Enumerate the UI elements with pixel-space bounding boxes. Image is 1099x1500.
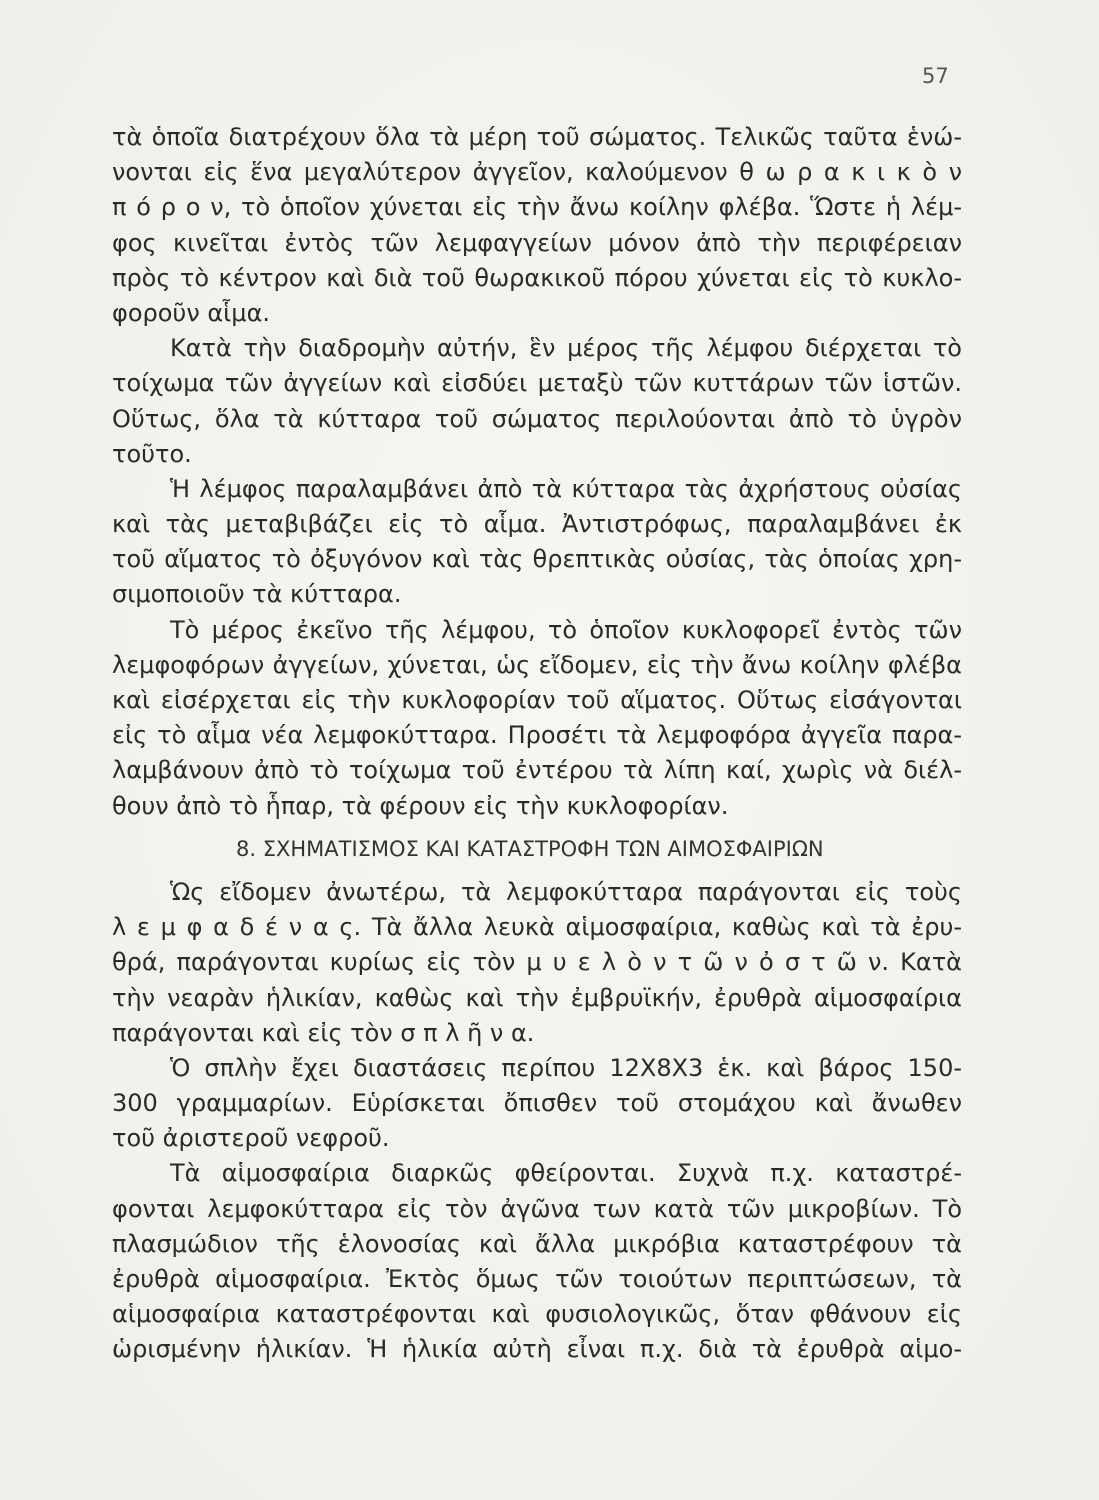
text-line: 300 γραμμαρίων. Εὑρίσκεται ὄπισθεν τοῦ στομάχου καὶ ἄνωθεν xyxy=(112,1089,962,1118)
text-line: Τὸ μέρος ἐκεῖνο τῆς λέμφου, τὸ ὁποῖον κυκλοφορεῖ ἐντὸς τῶν xyxy=(170,615,962,644)
text-line: νονται εἰς ἕνα μεγαλύτερον ἀγγεῖον, καλούμενον θ ω ρ α κ ι κ ὸ ν xyxy=(112,158,962,187)
text-line: φοροῦν αἷμα. xyxy=(112,298,271,327)
body-text xyxy=(112,120,962,1368)
text-line: λεμφοφόρων ἀγγείων, χύνεται, ὡς εἴδομεν, εἰς τὴν ἄνω κοίλην φλέβα xyxy=(112,650,962,679)
text-line: τοῦ ἀριστεροῦ νεφροῦ. xyxy=(112,1124,390,1153)
text-line: τοῦ αἵματος τὸ ὀξυγόνον καὶ τὰς θρεπτικὰς οὐσίας, τὰς ὁποίας χρη- xyxy=(112,545,962,574)
text-line: εἰς τὸ αἷμα νέα λεμφοκύτταρα. Προσέτι τὰ λεμφοφόρα ἀγγεῖα παρα- xyxy=(112,721,962,750)
text-line: φονται λεμφοκύτταρα εἰς τὸν ἀγῶνα των κατὰ τῶν μικροβίων. Τὸ xyxy=(112,1194,962,1223)
text-line: λαμβάνουν ἀπὸ τὸ τοίχωμα τοῦ ἐντέρου τὰ λίπη καί, χωρὶς νὰ διέλ- xyxy=(112,756,962,785)
text-line: τὰ ὁποῖα διατρέχουν ὅλα τὰ μέρη τοῦ σώματος. Τελικῶς ταῦτα ἑνώ- xyxy=(112,123,962,151)
text-line: καὶ εἰσέρχεται εἰς τὴν κυκλοφορίαν τοῦ αἵματος. Οὕτως εἰσάγονται xyxy=(112,686,962,714)
text-line: τοίχωμα τῶν ἀγγείων καὶ εἰσδύει μεταξὺ τῶν κυττάρων τῶν ἱστῶν. xyxy=(112,369,962,398)
text-line: π ό ρ ο ν, τὸ ὁποῖον χύνεται εἰς τὴν ἄνω κοίλην φλέβα. Ὥστε ἡ λέμ- xyxy=(112,193,962,222)
text-line: πλασμώδιον τῆς ἑλονοσίας καὶ ἄλλα μικρόβια καταστρέφουν τὰ xyxy=(112,1229,962,1258)
section-heading: 8. ΣΧΗΜΑΤΙΣΜΟΣ ΚΑΙ ΚΑΤΑΣΤΡΟΦΗ ΤΩΝ ΑΙΜΟΣΦΑΙΡΙΩΝ xyxy=(236,836,824,861)
text-line: Ὁ σπλὴν ἔχει διαστάσεις περίπου 12Χ8Χ3 ἑκ. καὶ βάρος 150- xyxy=(170,1053,962,1082)
text-line: παράγονται καὶ εἰς τὸν σ π λ ῆ ν α. xyxy=(112,1018,535,1047)
text-line: τοῦτο. xyxy=(112,439,192,468)
text-line: ὡρισμένην ἡλικίαν. Ἡ ἡλικία αὐτὴ εἶναι π.χ. διὰ τὰ ἐρυθρὰ αἱμο- xyxy=(112,1335,962,1364)
text-line: αἱμοσφαίρια καταστρέφονται καὶ φυσιολογικῶς, ὅταν φθάνουν εἰς xyxy=(112,1300,962,1329)
text-line: Οὕτως, ὅλα τὰ κύτταρα τοῦ σώματος περιλούονται ἀπὸ τὸ ὑγρὸν xyxy=(112,404,962,433)
text-line: πρὸς τὸ κέντρον καὶ διὰ τοῦ θωρακικοῦ πόρου χύνεται εἰς τὸ κυκλο- xyxy=(112,263,962,292)
text-line: φος κινεῖται ἐντὸς τῶν λεμφαγγείων μόνον ἀπὸ τὴν περιφέρειαν xyxy=(112,228,962,257)
text-line: λ ε μ φ α δ έ ν α ς. Τὰ ἄλλα λευκὰ αἱμοσφαίρια, καθὼς καὶ τὰ ἐρυ- xyxy=(112,913,962,942)
text-line: θρά, παράγονται κυρίως εἰς τὸν μ υ ε λ ὸ ν τ ῶ ν ὀ σ τ ῶ ν. Κατὰ xyxy=(112,948,962,977)
text-line: τὴν νεαρὰν ἡλικίαν, καθὼς καὶ τὴν ἐμβρυϊκήν, ἐρυθρὰ αἱμοσφαίρια xyxy=(112,983,962,1012)
text-line: Ἡ λέμφος παραλαμβάνει ἀπὸ τὰ κύτταρα τὰς ἀχρήστους οὐσίας xyxy=(170,474,962,503)
page-number: 57 xyxy=(922,64,949,88)
text-line: Τὰ αἱμοσφαίρια διαρκῶς φθείρονται. Συχνὰ π.χ. καταστρέ- xyxy=(170,1159,962,1188)
text-line: καὶ τὰς μεταβιβάζει εἰς τὸ αἷμα. Ἀντιστρόφως, παραλαμβάνει ἐκ xyxy=(112,510,962,539)
text-line: Κατὰ τὴν διαδρομὴν αὐτήν, ἓν μέρος τῆς λέμφου διέρχεται τὸ xyxy=(170,334,962,363)
text-line: ἐρυθρὰ αἱμοσφαίρια. Ἐκτὸς ὅμως τῶν τοιούτων περιπτώσεων, τὰ xyxy=(112,1265,962,1293)
text-line: Ὡς εἴδομεν ἀνωτέρω, τὰ λεμφοκύτταρα παράγονται εἰς τοὺς xyxy=(170,877,962,906)
text-line: σιμοποιοῦν τὰ κύτταρα. xyxy=(112,580,402,609)
text-line: θουν ἀπὸ τὸ ἧπαρ, τὰ φέρουν εἰς τὴν κυκλοφορίαν. xyxy=(112,791,729,820)
